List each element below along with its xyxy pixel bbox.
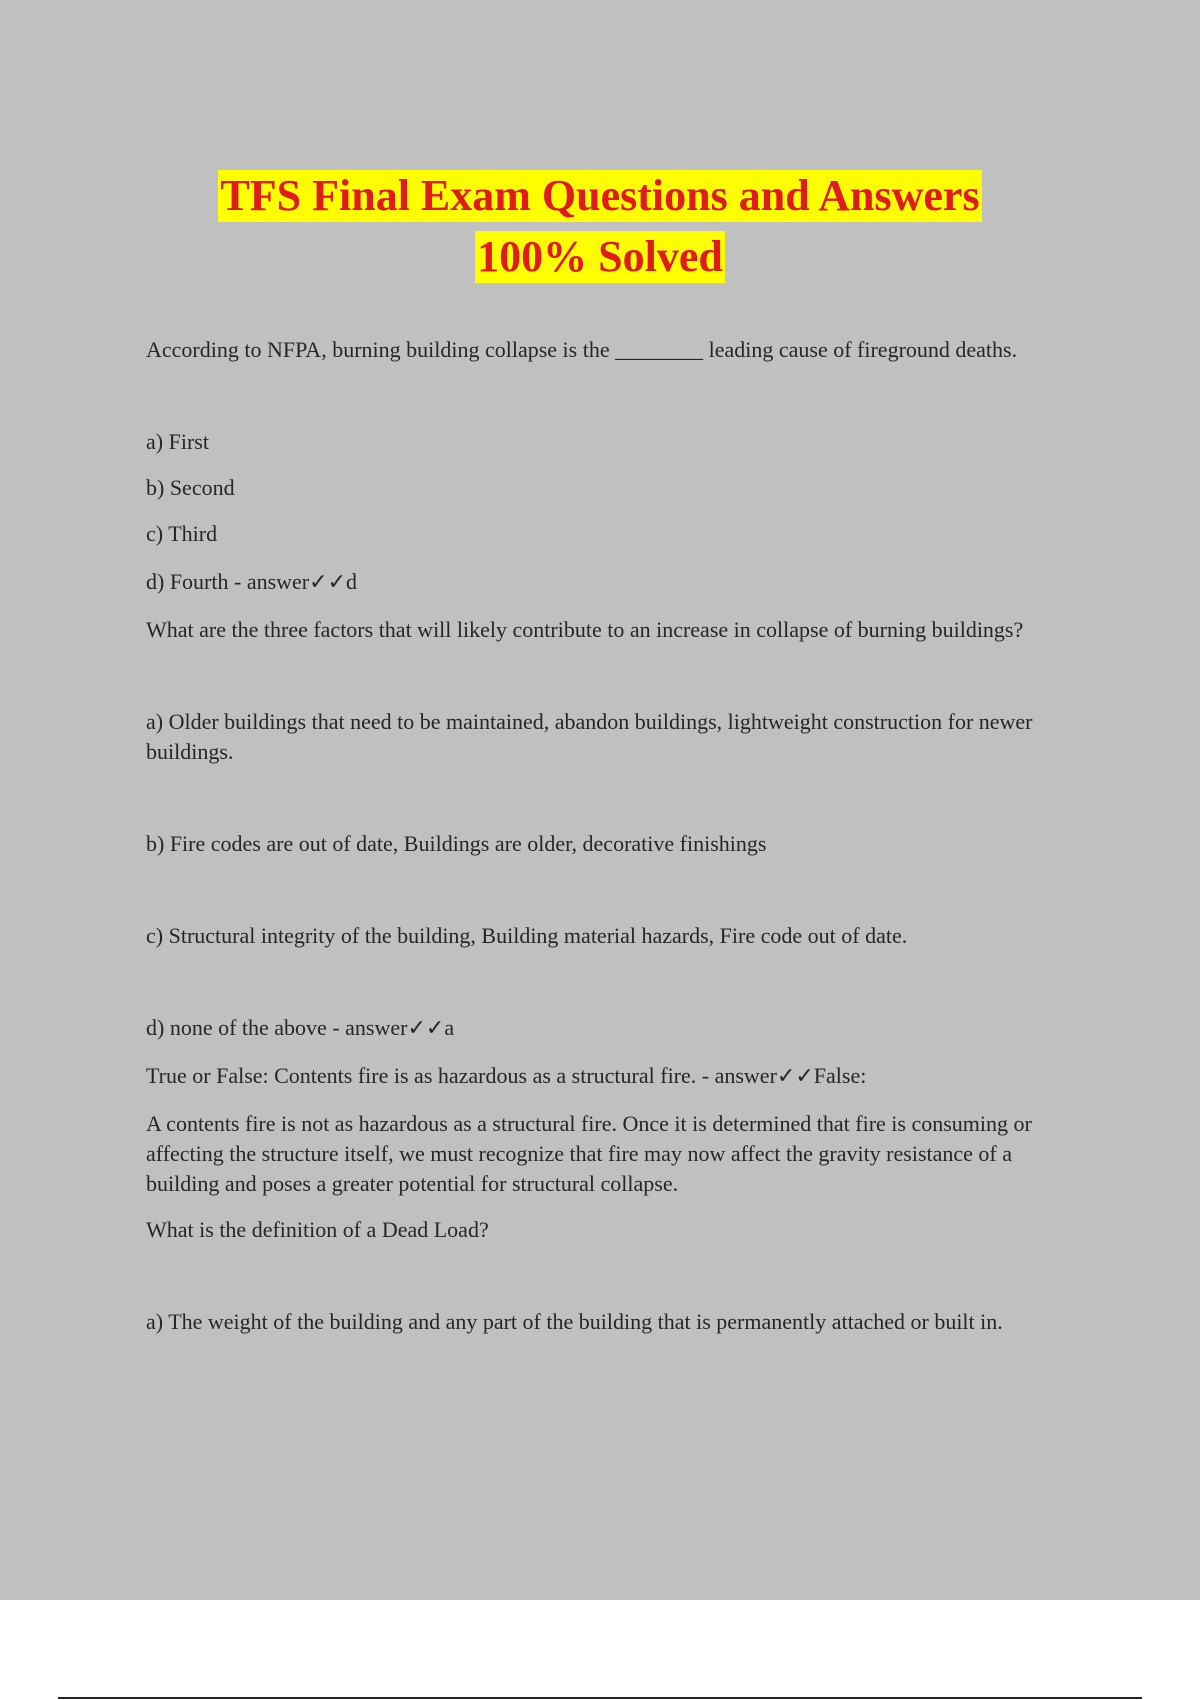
question-2-option-a: a) Older buildings that need to be maintained, abandon buildings, lightweight construction for newer buildings. (146, 709, 1033, 764)
question-1-option-d: d) Fourth - answer✓✓d (146, 569, 357, 594)
question-3: True or False: Contents fire is as hazardous as a structural fire. - answer✓✓False: (146, 1063, 867, 1088)
question-4-option-a: a) The weight of the building and any part of the building that is permanently attached or built in. (146, 1309, 1003, 1334)
question-1-option-b: b) Second (146, 475, 235, 500)
question-4: What is the definition of a Dead Load? (146, 1217, 489, 1242)
question-1-option-c: c) Third (146, 521, 218, 546)
question-1-option-a: a) First (146, 429, 209, 454)
footer-divider (58, 1697, 1142, 1699)
question-2-option-b: b) Fire codes are out of date, Buildings are older, decorative finishings (146, 831, 767, 856)
title-line-2: 100% Solved (477, 232, 723, 281)
question-1: According to NFPA, burning building collapse is the ________ leading cause of fireground deaths. (146, 337, 1018, 362)
page-title (0, 170, 1200, 292)
question-2-option-c: c) Structural integrity of the building, Building material hazards, Fire code out of date. (146, 923, 908, 948)
question-2-option-d: d) none of the above - answer✓✓a (146, 1015, 455, 1040)
question-2: What are the three factors that will likely contribute to an increase in collapse of burning buildings? (146, 617, 1024, 642)
title-line-1: TFS Final Exam Questions and Answers (220, 171, 980, 220)
document-body (146, 335, 1086, 1337)
question-3-explanation: A contents fire is not as hazardous as a structural fire. Once it is determined that fire is consuming or affecting the structure itself, we must recognize that fire may now affect the gravity resistance of a building and poses a greater potential for structural collapse. (146, 1111, 1032, 1196)
